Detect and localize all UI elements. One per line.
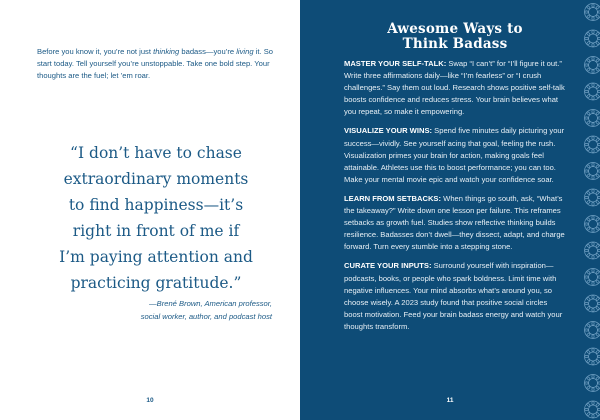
ornament-petal (586, 359, 590, 363)
ornament-petal (585, 11, 589, 13)
ornament-petal (585, 64, 589, 66)
intro-text-3: it. So start today. Tell yourself you’re unstoppable. Take one bold step. Your thoughts are the fuel; let ’em roar. (37, 47, 273, 81)
ornament-petal (596, 15, 600, 19)
tip-self-talk (344, 58, 566, 118)
tips-list (344, 58, 566, 340)
ornament-petal (596, 5, 600, 9)
intro-text-2: badass—you’re (179, 47, 237, 56)
ornament-petal (586, 138, 590, 142)
ornament-petal (592, 163, 594, 167)
page-title (345, 22, 565, 52)
ornament-petal (585, 382, 589, 384)
title-line: Think Badass (402, 36, 508, 52)
ornament-petal (596, 306, 600, 310)
ornament-petal (596, 58, 600, 62)
tip-body: When things go south, ask, “What’s the takeaway?” Write down one lesson per failure. This reframes setbacks as growth fuel. Studies show reflective thinking builds resilience. Badasses don’t dwell—they dissect, adapt, and charge forward. Turn every stumble into a stepping stone. (344, 193, 565, 252)
ornament-petal (585, 223, 589, 225)
quote-line: I’m paying attention and (59, 248, 253, 266)
ornament-petal (586, 191, 590, 195)
title-line: Awesome Ways to (387, 21, 523, 37)
ornament-petal (586, 94, 590, 98)
ornament-petal (592, 123, 594, 127)
ornament-petal (592, 96, 594, 100)
ornament-petal (585, 276, 589, 278)
intro-paragraph (37, 46, 277, 83)
quote-line: to find happiness—it’s (68, 196, 244, 214)
ornament-petal (596, 85, 600, 89)
ornament-petal (592, 70, 594, 74)
ornament-petal (585, 196, 589, 198)
ornament-petal (586, 386, 590, 390)
ornament-petal (592, 4, 594, 8)
quote-attribution (40, 298, 272, 323)
page-number-left: 10 (146, 397, 154, 404)
ornament-petal (592, 375, 594, 379)
ornament-petal (596, 333, 600, 337)
ornament-petal (592, 216, 594, 220)
tip-body: Spend five minutes daily picturing your success—vividly. See yourself acing that goal, feeling the rush. Visualization primes your brain for action, making goals feel attainable. Athletes use this to boost performance; you can too. Make your mental movie epic and watch your confidence soar. (344, 126, 565, 184)
ornament-petal (586, 5, 590, 9)
quote-line: “I don’t have to chase (70, 144, 242, 162)
ornament-petal (586, 58, 590, 62)
ornament-petal (596, 359, 600, 363)
ornament-petal (586, 111, 590, 115)
ornament-petal (596, 227, 600, 231)
quote-line: extraordinary moments (63, 170, 249, 188)
ornament-petal (586, 85, 590, 89)
ornament-petal (586, 227, 590, 231)
ornament-petal (592, 414, 594, 418)
ornament-petal (586, 297, 590, 301)
ornament-petal (585, 143, 589, 145)
quote-line: right in front of me if (72, 222, 240, 240)
ornament-petal (586, 244, 590, 248)
ornament-petal (596, 323, 600, 327)
ornament-petal (592, 30, 594, 34)
ornament-petal (592, 57, 594, 61)
ornament-petal (586, 32, 590, 36)
ornament-petal (596, 270, 600, 274)
ornament-petal (596, 121, 600, 125)
ornament-petal (592, 401, 594, 405)
ornament-petal (596, 68, 600, 72)
tip-heading: VISUALIZE YOUR WINS: (344, 126, 433, 136)
ornament-petal (585, 37, 589, 39)
ornament-petal (592, 229, 594, 233)
ornament-petal (586, 121, 590, 125)
ornament-petal (596, 386, 600, 390)
ornament-petal (586, 68, 590, 72)
tip-body: Swap “I can’t” for “I’ll figure it out.” Write three affirmations daily—like “I’m fearless” or “I crush challenges.” Say them out loud. Research shows positive self-talk boosts confidence and reduces stress. Your brain believes what you repeat, so make it empowering. (344, 59, 565, 117)
ornament-petal (585, 170, 589, 172)
ornament-petal (596, 376, 600, 380)
ornament-petal (586, 217, 590, 221)
ornament-petal (592, 176, 594, 180)
ornament-petal (596, 111, 600, 115)
ornament-petal (586, 403, 590, 407)
ornament-petal (586, 376, 590, 380)
tip-heading: MASTER YOUR SELF-TALK: (344, 59, 447, 68)
ornament-petal (585, 355, 589, 357)
ornament-petal (592, 202, 594, 206)
ornament-petal (596, 191, 600, 195)
ornament-petal (592, 43, 594, 47)
ornament-petal (585, 90, 589, 92)
tip-inputs (344, 260, 566, 333)
ornament-petal (585, 117, 589, 119)
ornament-petal (592, 269, 594, 273)
ornament-petal (592, 242, 594, 246)
ornament-petal (596, 217, 600, 221)
ornament-petal (586, 270, 590, 274)
ornament-petal (592, 361, 594, 365)
ornament-petal (596, 200, 600, 204)
tip-heading: CURATE YOUR INPUTS: (344, 261, 432, 271)
ornament-petal (585, 249, 589, 251)
intro-emphasis-living: living (236, 47, 254, 56)
ornament-petal (586, 174, 590, 178)
ornament-petal (592, 388, 594, 392)
ornament-petal (596, 350, 600, 354)
ornament-petal (592, 149, 594, 153)
intro-emphasis-thinking: thinking (153, 47, 180, 56)
ornament-petal (592, 348, 594, 352)
ornament-petal (586, 253, 590, 257)
ornament-petal (596, 297, 600, 301)
ornament-petal (596, 138, 600, 142)
ornament-petal (592, 17, 594, 21)
ornament-petal (586, 15, 590, 19)
ornament-petal (596, 41, 600, 45)
ornament-petal (586, 412, 590, 416)
ornament-petal (596, 164, 600, 168)
ornament-petal (596, 244, 600, 248)
ornament-petal (592, 83, 594, 87)
ornament-petal (592, 189, 594, 193)
ornament-petal (586, 41, 590, 45)
ornament-petal (596, 412, 600, 416)
ornament-petal (596, 147, 600, 151)
circular-flourish-icon (580, 0, 600, 420)
ornament-petal (596, 94, 600, 98)
ornament-petal (596, 403, 600, 407)
ornament-petal (592, 282, 594, 286)
ornament-petal (592, 295, 594, 299)
ornament-petal (586, 323, 590, 327)
intro-text-1: Before you know it, you’re not just (37, 47, 154, 56)
ornament-petal (585, 302, 589, 304)
ornament-petal (592, 136, 594, 140)
ornament-petal (596, 174, 600, 178)
quote-line: practicing gratitude.” (70, 274, 242, 292)
ornament-petal (586, 350, 590, 354)
ornament-petal (596, 32, 600, 36)
ornament-petal (592, 110, 594, 114)
ornament-petal (586, 164, 590, 168)
tip-visualize (344, 125, 566, 185)
right-page (300, 0, 600, 420)
ornament-petal (592, 322, 594, 326)
ornament-petal (585, 408, 589, 410)
attribution-line: social worker, author, and podcast host (140, 311, 272, 321)
ornament-petal (585, 329, 589, 331)
ornament-petal (592, 335, 594, 339)
pull-quote (40, 140, 272, 296)
ornament-petal (586, 280, 590, 284)
ornament-petal (586, 306, 590, 310)
tip-heading: LEARN FROM SETBACKS: (344, 193, 442, 203)
tip-setbacks (344, 193, 566, 253)
tip-body: Surround yourself with inspiration—podcasts, books, or people who spark boldness. Limit time with negative influences. Your mind absorbs what’s around you, so choose wisely. A 2023 study found that positive social circles boost motivation. Feed your brain badass energy and watch your thoughts transform. (344, 261, 563, 331)
ornament-petal (586, 200, 590, 204)
ornament-petal (596, 253, 600, 257)
page-number-right: 11 (446, 397, 454, 404)
ornament-petal (592, 308, 594, 312)
attribution-line: —Brené Brown, American professor, (149, 299, 272, 308)
ornament-petal (592, 255, 594, 259)
ornament-petal (586, 147, 590, 151)
ornament-petal (586, 333, 590, 337)
ornament-petal (596, 280, 600, 284)
